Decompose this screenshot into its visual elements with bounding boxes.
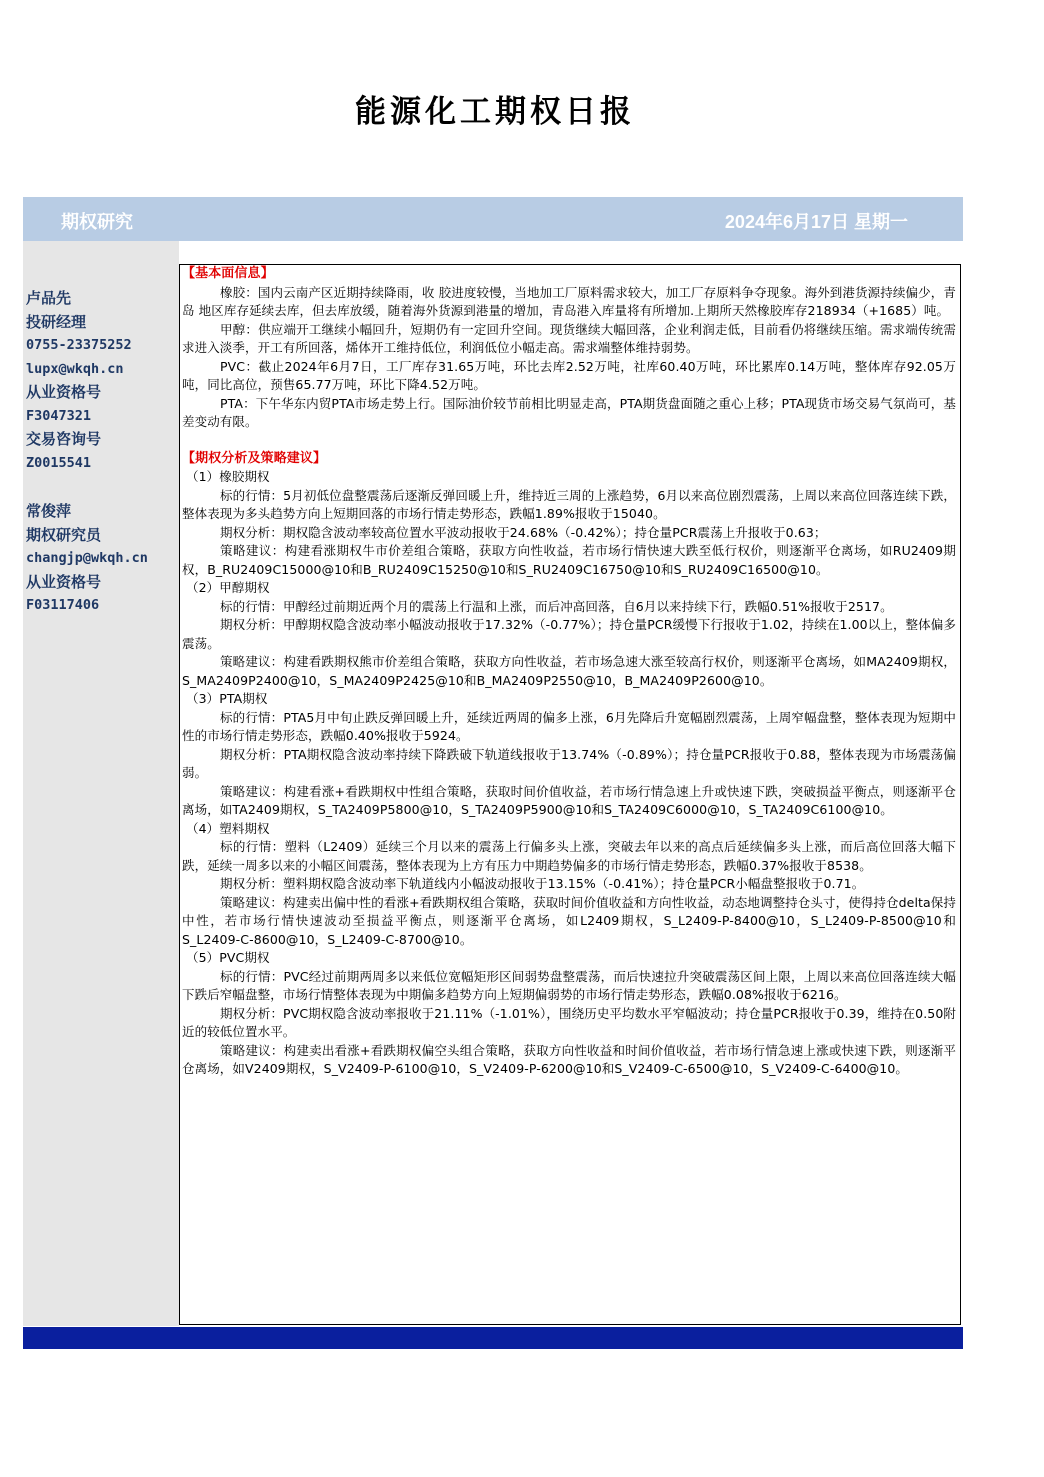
author-name: 卢品先 xyxy=(26,289,72,307)
product-heading-pvc: （5）PVC期权 xyxy=(186,950,270,965)
author-phone: 0755-23375252 xyxy=(26,337,132,353)
author-sidebar xyxy=(23,241,179,1326)
product-para: 策略建议：构建卖出看涨+看跌期权偏空头组合策略，获取方向性收益和时间价值收益，若市场行情急速上涨或快速下跌，则逐渐平仓离场，如V2409期权，S_V2409-P-6100@10，S_V2409-P-6200@10和S_V2409-C-6500@10，S_V2409-C-6400@10。 xyxy=(182,1042,956,1076)
author-qual-no: F3047321 xyxy=(26,407,92,424)
product-para: 期权分析：塑料期权隐含波动率下轨道线内小幅波动报收于13.15%（-0.41%）；持仓量PCR小幅盘整报收于0.71。 xyxy=(220,876,865,891)
product-para: 期权分析：PVC期权隐含波动率报收于21.11%（-1.01%），围绕历史平均数水平窄幅波动；持仓量PCR报收于0.39，维持在0.50附近的较低位置水平。 xyxy=(182,1005,956,1039)
author-name: 常俊萍 xyxy=(26,502,72,520)
header-category: 期权研究 xyxy=(61,212,133,232)
product-para: 标的行情：PVC经过前期两周多以来低位宽幅矩形区间弱势盘整震荡，而后快速拉升突破震荡区间上限，上周以来高位回落连续大幅下跌后窄幅盘整，市场行情整体表现为中期偏多趋势方向上短期偏弱势的市场行情走势形态，跌幅0.08%报收于6216。 xyxy=(182,968,956,1002)
product-heading-pta: （3）PTA期权 xyxy=(186,691,268,706)
strategy-title: 【期权分析及策略建议】 xyxy=(182,450,327,466)
product-para: 策略建议：构建看涨+看跌期权中性组合策略，获取时间价值收益，若市场行情急速上升或快速下跌，突破损益平衡点，则逐渐平仓离场，如TA2409期权，S_TA2409P5800@10，S_TA2409P5900@10和S_TA2409C6000@10，S_TA2409C6100@10。 xyxy=(182,783,956,817)
author-email: lupx@wkqh.cn xyxy=(26,360,124,377)
header-bar xyxy=(23,197,963,241)
author-1 xyxy=(26,287,132,475)
author-role: 期权研究员 xyxy=(26,525,102,544)
author-consult-label: 交易咨询号 xyxy=(26,430,102,448)
author-role: 投研经理 xyxy=(26,312,87,331)
product-para: 期权分析：期权隐含波动率较高位置水平波动报收于24.68%（-0.42%）；持仓量PCR震荡上升报收于0.63； xyxy=(220,524,827,540)
fundamentals-pvc: PVC：截止2024年6月7日，工厂库存31.65万吨，环比去库2.52万吨，社库60.40万吨，环比累库0.14万吨，整体库存92.05万吨，同比高位，预售65.77万吨，环比下降4.52万吨。 xyxy=(182,358,956,392)
product-para: 期权分析：甲醇期权隐含波动率小幅波动报收于17.32%（-0.77%）；持仓量PCR缓慢下行报收于1.02，持续在1.00以上，整体偏多震荡。 xyxy=(182,617,956,651)
product-heading-rubber: （1）橡胶期权 xyxy=(186,469,270,484)
product-para: 标的行情：塑料（L2409）延续三个月以来的震荡上行偏多头上涨，突破去年以来的高点后延续偏多头上涨，而后高位回落大幅下跌，延续一周多以来的小幅区间震荡，整体表现为上方有压力中期趋势偏多的市场行情走势形态，跌幅0.37%报收于8538。 xyxy=(182,839,956,873)
header-date: 2024年6月17日 星期一 xyxy=(724,212,908,232)
fundamentals-rubber: 橡胶：国内云南产区近期持续降雨，收 胶进度较慢，当地加工厂原料需求较大，加工厂存原料争夺现象。海外到港货源持续偏少，青岛 地区库存延续去库，但去库放缓，随着海外货源到港量的增加，青岛港入库量将有所增加.上期所天然橡胶库存218934（+1685）吨。 xyxy=(182,284,956,318)
fundamentals-methanol: 甲醇：供应端开工继续小幅回升，短期仍有一定回升空间。现货继续大幅回落，企业利润走低，目前看仍将继续压缩。需求端传统需求进入淡季，开工有所回落，烯体开工维持低位，利润低位小幅走高。需求端整体维持弱势。 xyxy=(182,321,956,355)
fundamentals-pta: PTA：下午华东内贸PTA市场走势上行。国际油价较节前相比明显走高，PTA期货盘面随之重心上移；PTA现货市场交易气氛尚可，基差变动有限。 xyxy=(182,395,956,429)
author-consult-no: Z0015541 xyxy=(26,454,92,471)
product-para: 策略建议：构建看跌期权熊市价差组合策略，获取方向性收益，若市场急速大涨至较高行权价，则逐渐平仓离场，如MA2409期权，S_MA2409P2400@10，S_MA2409P2425@10和B_MA2409P2550@10，B_MA2409P2600@10。 xyxy=(182,654,956,688)
report-content xyxy=(182,265,956,1079)
product-para: 策略建议：构建看涨期权牛市价差组合策略，获取方向性收益，若市场行情快速大跌至低行权价，则逐渐平仓离场，如RU2409期权，B_RU2409C15000@10和B_RU2409C15250@10和S_RU2409C16750@10和S_RU2409C16500@10。 xyxy=(182,543,956,577)
author-2 xyxy=(26,500,148,618)
product-heading-plastic: （4）塑料期权 xyxy=(186,820,270,836)
author-qual-label: 从业资格号 xyxy=(26,383,102,401)
author-qual-no: F03117406 xyxy=(26,597,100,613)
product-heading-methanol: （2）甲醇期权 xyxy=(186,580,270,595)
report-content-box xyxy=(179,264,961,1325)
product-para: 标的行情：5月初低位盘整震荡后逐渐反弹回暖上升，维持近三周的上涨趋势，6月以来高位剧烈震荡，上周以来高位回落连续下跌，整体表现为多头趋势方向上短期回落的市场行情走势形态，跌幅1.89%报收于15040。 xyxy=(182,487,956,521)
author-email: changjp@wkqh.cn xyxy=(26,550,148,566)
page-title: 能源化工期权日报 xyxy=(355,94,635,130)
author-qual-label: 从业资格号 xyxy=(26,572,102,591)
fundamentals-title: 【基本面信息】 xyxy=(182,266,274,281)
product-para: 标的行情：PTA5月中旬止跌反弹回暖上升，延续近两周的偏多上涨，6月先降后升宽幅剧烈震荡，上周窄幅盘整，整体表现为短期中性的市场行情走势形态，跌幅0.40%报收于5924。 xyxy=(182,709,956,743)
product-para: 策略建议：构建卖出偏中性的看涨+看跌期权组合策略，获取时间价值收益和方向性收益，动态地调整持仓头寸，使得持仓delta保持中性，若市场行情快速波动至损益平衡点，则逐渐平仓离场，如L2409期权，S_L2409-P-8400@10，S_L2409-P-8500@10和S_L2409-C-8600@10，S_L2409-C-8700@10。 xyxy=(182,894,956,947)
footer-bar xyxy=(23,1327,963,1349)
product-para: 标的行情：甲醇经过前期近两个月的震荡上行温和上涨，而后冲高回落，自6月以来持续下行，跌幅0.51%报收于2517。 xyxy=(220,598,893,614)
product-para: 期权分析：PTA期权隐含波动率持续下降跌破下轨道线报收于13.74%（-0.89%）；持仓量PCR报收于0.88，整体表现为市场震荡偏弱。 xyxy=(182,746,956,780)
